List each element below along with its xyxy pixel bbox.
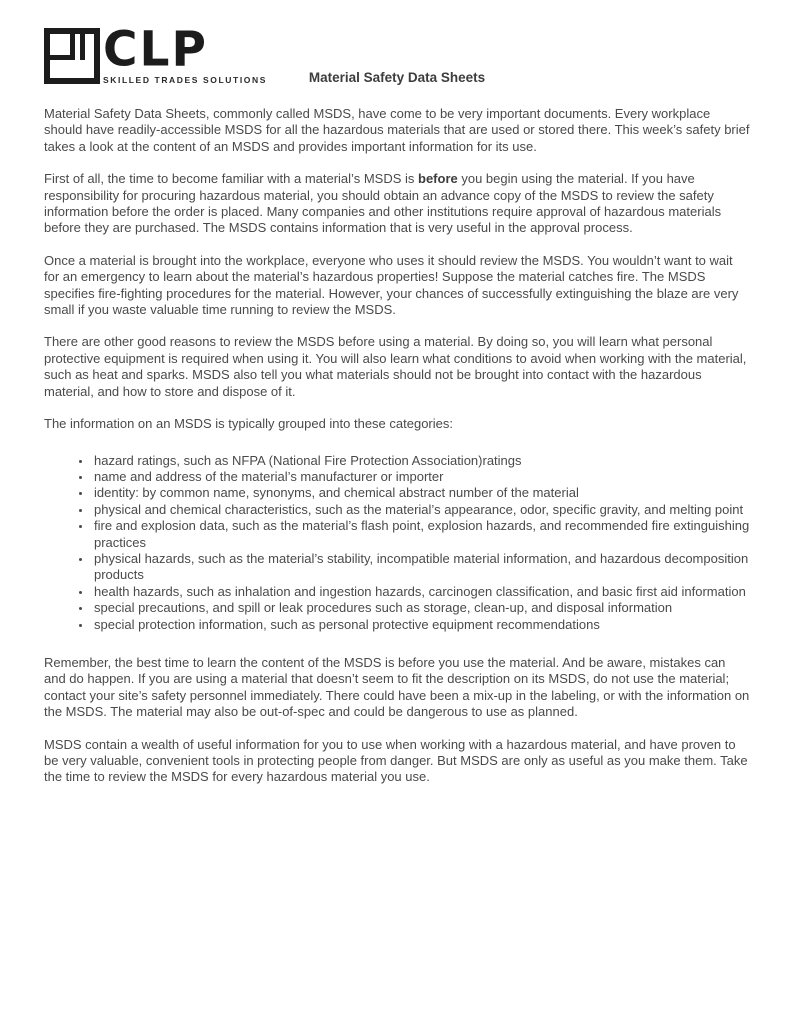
paragraph-workplace-review: Once a material is brought into the workplace, everyone who uses it should review the MSDS. You wouldn’t want to wait for an emergency to learn about the material’s hazardous properties! Suppose the material catches fire. The MSDS specifies fire-fighting procedures for the material. However, your chances of successfully extinguishing the blaze are very small if you waste valuable time running to review the MSDS.	[44, 252, 739, 318]
document-body	[44, 106, 750, 786]
emphasis-before: before	[418, 171, 458, 187]
list-item: • fire and explosion data, such as the material’s flash point, explosion hazards, and recommended fire extinguishing practices	[92, 518, 750, 551]
paragraph-intro: Material Safety Data Sheets, commonly called MSDS, have come to be very important documents. Every workplace should have readily-accessible MSDS for all the hazardous materials that are used or stored there. This week’s safety brief takes a look at the content of an MSDS and provides important information for its use.	[44, 106, 750, 154]
clp-logo-icon	[44, 28, 100, 84]
list-item: • name and address of the material’s manufacturer or importer	[92, 469, 750, 485]
paragraph-familiarize-post: you begin using the material. If you have responsibility for procuring hazardous material, you should obtain an advance copy of the MSDS to review the safety information before the order is placed. Many companies and other institutions require approval of hazardous materials before they are purchased. The MSDS contains information that is very useful in the approval process.	[44, 171, 722, 236]
paragraph-familiarize-pre: First of all, the time to become familiar with a material’s MSDS is	[44, 171, 418, 187]
clp-logo-text	[103, 21, 268, 85]
list-item: • identity: by common name, synonyms, and chemical abstract number of the material	[92, 485, 750, 501]
list-item: • special protection information, such as personal protective equipment recommendations	[92, 617, 750, 633]
clp-logo	[44, 21, 268, 85]
logo-brand-name: CLP	[103, 21, 208, 78]
list-item: • physical hazards, such as the material’s stability, incompatible material information, and hazardous decomposition products	[92, 551, 750, 584]
msds-categories-list	[44, 453, 750, 633]
list-item: • health hazards, such as inhalation and ingestion hazards, carcinogen classification, and basic first aid information	[92, 584, 750, 600]
paragraph-remember: Remember, the best time to learn the content of the MSDS is before you use the material. And be aware, mistakes can and do happen. If you are using a material that doesn’t seem to fit the description on its MSDS, do not use the material; contact your site’s safety personnel immediately. There could have been a mix-up in the labeling, or with the information on the MSDS. The material may also be out-of-spec and could be dangerous to use as planned.	[44, 654, 750, 720]
page-title: Material Safety Data Sheets	[308, 70, 486, 85]
list-item: • special precautions, and spill or leak procedures such as storage, clean-up, and disposal information	[92, 600, 750, 616]
logo-tagline: SKILLED TRADES SOLUTIONS	[103, 75, 268, 85]
document-header	[44, 0, 750, 92]
paragraph-familiarize	[44, 171, 750, 237]
paragraph-other-reasons: There are other good reasons to review the MSDS before using a material. By doing so, you will learn what personal protective equipment is required when using it. You will also learn what conditions to avoid when working with the material, such as heat and sparks. MSDS also tell you what materials should not be brought into contact with the hazardous material, and how to store and dispose of it.	[44, 334, 747, 399]
list-item: • hazard ratings, such as NFPA (National Fire Protection Association)ratings	[92, 453, 750, 469]
list-intro: The information on an MSDS is typically grouped into these categories:	[44, 416, 453, 432]
list-item: • physical and chemical characteristics, such as the material’s appearance, odor, specific gravity, and melting point	[92, 502, 750, 518]
paragraph-conclusion: MSDS contain a wealth of useful information for you to use when working with a hazardous material, and have proven to be very valuable, convenient tools in protecting people from danger. But MSDS are only as useful as you make them. Take the time to review the MSDS for every hazardous material you use.	[44, 736, 748, 785]
